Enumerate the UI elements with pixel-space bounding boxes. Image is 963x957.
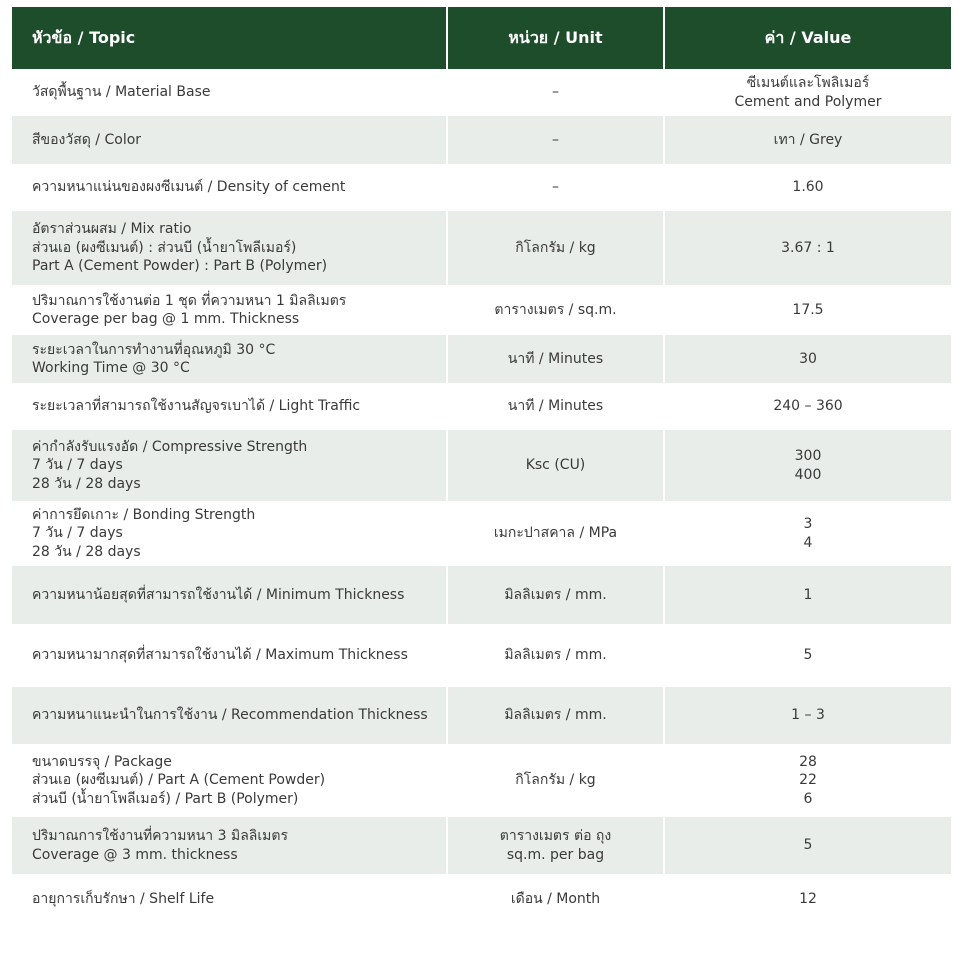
unit-cell (448, 874, 663, 924)
value-cell (665, 687, 951, 744)
topic-line: Working Time @ 30 °C (32, 360, 190, 376)
value-cell (665, 501, 951, 566)
value-cell (665, 874, 951, 924)
topic-cell (12, 624, 446, 687)
topic-cell (12, 687, 446, 744)
value-line: 22 (799, 772, 817, 789)
table-header-row (12, 7, 951, 69)
unit-line: นาที / Minutes (507, 398, 604, 415)
value-line: 6 (803, 790, 813, 807)
topic-line: 7 วัน / 7 days (32, 525, 123, 542)
topic-line: อัตราส่วนผสม / Mix ratio (32, 221, 192, 238)
table-row (12, 335, 951, 383)
topic-line: Part A (Cement Powder) : Part B (Polymer) (32, 258, 328, 275)
topic-line: ส่วนเอ (ผงซีเมนต์) / Part A (Cement Powder) (32, 772, 326, 789)
topic-line: ความหนามากสุดที่สามารถใช้งานได้ / Maximum Thickness (32, 647, 408, 664)
topic-cell (12, 874, 446, 924)
table-row (12, 687, 951, 744)
spec-table (10, 7, 953, 924)
value-line: 1 – 3 (791, 707, 825, 724)
topic-line: ค่าการยึดเกาะ / Bonding Strength (32, 506, 256, 523)
value-line: 3.67 : 1 (781, 239, 835, 256)
value-line: ซีเมนต์และโพลิเมอร์ (746, 75, 870, 91)
topic-line: อายุการเก็บรักษา / Shelf Life (32, 890, 215, 907)
unit-cell (448, 501, 663, 566)
topic-line: ค่ากำลังรับแรงอัด / Compressive Strength (32, 438, 308, 455)
topic-line: 28 วัน / 28 days (32, 475, 141, 492)
table-row (12, 430, 951, 501)
unit-line: มิลลิเมตร / mm. (504, 707, 607, 724)
value-line: 30 (799, 350, 817, 367)
table-row (12, 624, 951, 687)
unit-line: กิโลกรัม / kg (515, 772, 596, 789)
unit-cell (448, 285, 663, 335)
value-cell (665, 430, 951, 501)
topic-cell (12, 335, 446, 383)
table-row (12, 501, 951, 566)
value-line: 1 (803, 586, 813, 603)
value-line: Cement and Polymer (734, 93, 882, 110)
topic-line: ส่วนบี (น้ำยาโพลีเมอร์) / Part B (Polymer) (32, 790, 299, 807)
unit-line: กิโลกรัม / kg (515, 239, 596, 256)
topic-cell (12, 211, 446, 285)
value-line: 4 (803, 534, 813, 551)
unit-line: Ksc (CU) (525, 457, 586, 474)
topic-line: Coverage @ 3 mm. thickness (32, 846, 238, 863)
topic-line: 7 วัน / 7 days (32, 457, 123, 474)
unit-cell (448, 116, 663, 164)
value-line: เทา / Grey (773, 131, 843, 148)
value-line: 400 (794, 466, 822, 483)
unit-cell (448, 687, 663, 744)
value-cell (665, 383, 951, 430)
value-cell (665, 116, 951, 164)
table-row (12, 116, 951, 164)
value-line: 5 (803, 647, 813, 664)
value-line: 240 – 360 (773, 398, 843, 415)
table-row (12, 744, 951, 817)
unit-cell (448, 211, 663, 285)
topic-line: ความหนาแนะนำในการใช้งาน / Recommendation Thickness (32, 707, 428, 724)
value-line: 3 (803, 516, 813, 532)
value-line: 300 (794, 448, 822, 464)
value-line: 17.5 (792, 301, 824, 318)
topic-cell (12, 430, 446, 501)
unit-line: เมกะปาสคาล / MPa (493, 525, 618, 542)
unit-cell (448, 566, 663, 624)
unit-cell (448, 69, 663, 116)
unit-cell (448, 624, 663, 687)
topic-line: ระยะเวลาในการทำงานที่อุณหภูมิ 30 °C (32, 341, 276, 358)
value-line: 1.60 (792, 179, 824, 196)
table-row (12, 874, 951, 924)
unit-line: มิลลิเมตร / mm. (504, 586, 607, 603)
unit-cell (448, 744, 663, 817)
topic-cell (12, 164, 446, 211)
value-cell (665, 69, 951, 116)
unit-line: – (552, 84, 559, 101)
table-row (12, 817, 951, 874)
header-unit: หน่วย / Unit (448, 7, 663, 69)
value-line: 28 (799, 753, 817, 770)
unit-line: – (552, 179, 559, 196)
unit-line: นาที / Minutes (507, 350, 604, 367)
topic-cell (12, 383, 446, 430)
topic-line: ขนาดบรรจุ / Package (32, 753, 172, 770)
unit-cell (448, 383, 663, 430)
value-cell (665, 164, 951, 211)
unit-cell (448, 335, 663, 383)
unit-cell (448, 164, 663, 211)
unit-line: มิลลิเมตร / mm. (504, 647, 607, 664)
table-body (12, 69, 951, 924)
unit-line: – (552, 131, 559, 148)
table-row (12, 211, 951, 285)
topic-line: ความหนาแน่นของผงซีเมนต์ / Density of cement (32, 179, 346, 196)
topic-cell (12, 501, 446, 566)
value-cell (665, 285, 951, 335)
topic-line: สีของวัสดุ / Color (32, 131, 142, 148)
unit-line: ตารางเมตร ต่อ ถุง (499, 828, 612, 844)
value-cell (665, 335, 951, 383)
unit-line: sq.m. per bag (506, 846, 605, 863)
topic-line: ความหนาน้อยสุดที่สามารถใช้งานได้ / Minimum Thickness (32, 586, 405, 603)
unit-line: เดือน / Month (510, 890, 601, 907)
unit-cell (448, 430, 663, 501)
header-topic: หัวข้อ / Topic (12, 7, 446, 69)
topic-cell (12, 817, 446, 874)
topic-line: 28 วัน / 28 days (32, 543, 141, 560)
header-value: ค่า / Value (665, 7, 951, 69)
value-cell (665, 817, 951, 874)
topic-cell (12, 285, 446, 335)
topic-line: ส่วนเอ (ผงซีเมนต์) : ส่วนบี (น้ำยาโพลีเมอร์) (32, 239, 297, 256)
topic-line: Coverage per bag @ 1 mm. Thickness (32, 311, 300, 327)
topic-line: ปริมาณการใช้งานต่อ 1 ชุด ที่ความหนา 1 มิลลิเมตร (32, 292, 347, 309)
value-line: 12 (799, 890, 817, 907)
value-cell (665, 624, 951, 687)
table-row (12, 566, 951, 624)
unit-line: ตารางเมตร / sq.m. (494, 301, 617, 318)
table-row (12, 285, 951, 335)
unit-cell (448, 817, 663, 874)
topic-line: ปริมาณการใช้งานที่ความหนา 3 มิลลิเมตร (32, 828, 288, 844)
topic-cell (12, 69, 446, 116)
topic-cell (12, 116, 446, 164)
table-row (12, 383, 951, 430)
topic-cell (12, 566, 446, 624)
value-cell (665, 744, 951, 817)
table-row (12, 69, 951, 116)
table-row (12, 164, 951, 211)
topic-line: วัสดุพื้นฐาน / Material Base (32, 84, 211, 101)
value-cell (665, 566, 951, 624)
value-cell (665, 211, 951, 285)
value-line: 5 (803, 837, 813, 854)
topic-line: ระยะเวลาที่สามารถใช้งานสัญจรเบาได้ / Light Traffic (32, 398, 361, 415)
topic-cell (12, 744, 446, 817)
